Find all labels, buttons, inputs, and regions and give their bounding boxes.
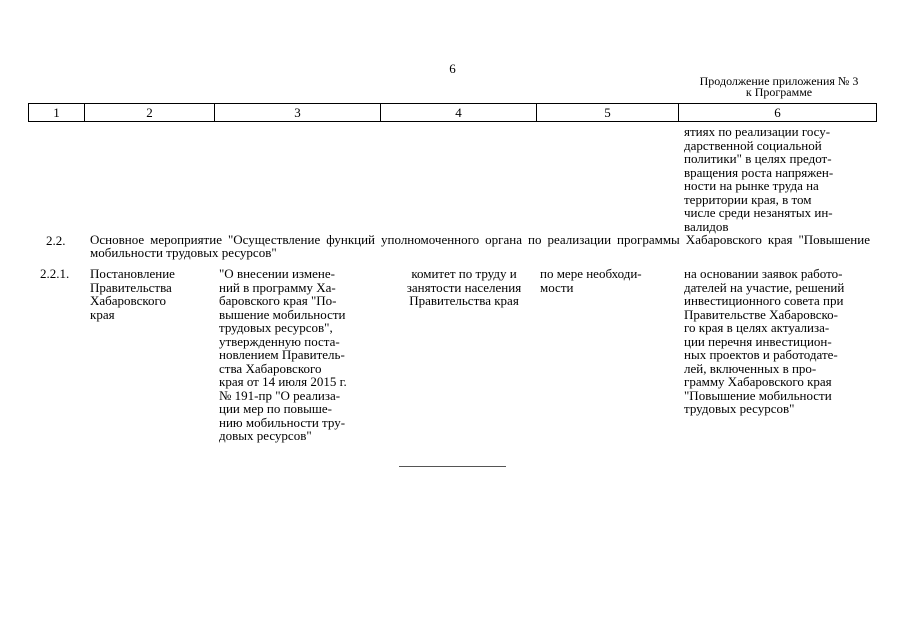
carry-over-col6: ятиях по реализации госу- дарственной социальной политики" в целях предот- вращения роста напряжен- ности на рынке труда на территории края, в том числе среди незанятых ин- валидов (684, 124, 834, 234)
column-header-row (29, 104, 877, 122)
row-2-2-1-document-title: "О внесении измене- ний в программу Ха- баровского края "По- вышение мобильности трудовых ресурсов", утвержденную поста- новлением Правитель- ства Хабаровского края от 14 июля 2015 г. № 191-пр "О реализа- ции мер по повыше- нию мобильности тру- довых ресурсов" (219, 266, 347, 443)
row-2-2-1-number: 2.2.1. (40, 266, 70, 281)
column-header-table (28, 103, 877, 122)
column-header-4: 4 (381, 104, 537, 122)
row-2-2-1-document-type: Постановление Правительства Хабаровского края (90, 266, 175, 322)
row-2-2-1-responsible: комитет по труду и занятости населения Правительства края (406, 266, 522, 308)
row-2-2-number: 2.2. (46, 233, 66, 248)
continuation-note: Продолжение приложения № 3 к Программе (699, 74, 859, 99)
column-header-3: 3 (215, 104, 381, 122)
column-header-2: 2 (85, 104, 215, 122)
column-header-1: 1 (29, 104, 85, 122)
column-header-5: 5 (537, 104, 679, 122)
row-2-2-1-expected-result: на основании заявок работо- дателей на участие, решений инвестиционного совета при Правительстве Хабаровско- го края в целях актуализа- ции перечня инвестицион- ных проектов и работодате- лей, включенных в про- грамму Хабаровского края "Повышение мобильности трудовых ресурсов" (684, 266, 845, 416)
row-2-2-text: Основное мероприятие "Осуществление функций уполномоченного органа по реализации программы Хабаровского края "Повышение мобильности трудовых ресурсов" (90, 232, 870, 260)
page-number: 6 (449, 61, 456, 76)
column-header-6: 6 (679, 104, 877, 122)
footer-divider (399, 466, 506, 467)
row-2-2-1-deadline: по мере необходи- мости (540, 266, 642, 295)
